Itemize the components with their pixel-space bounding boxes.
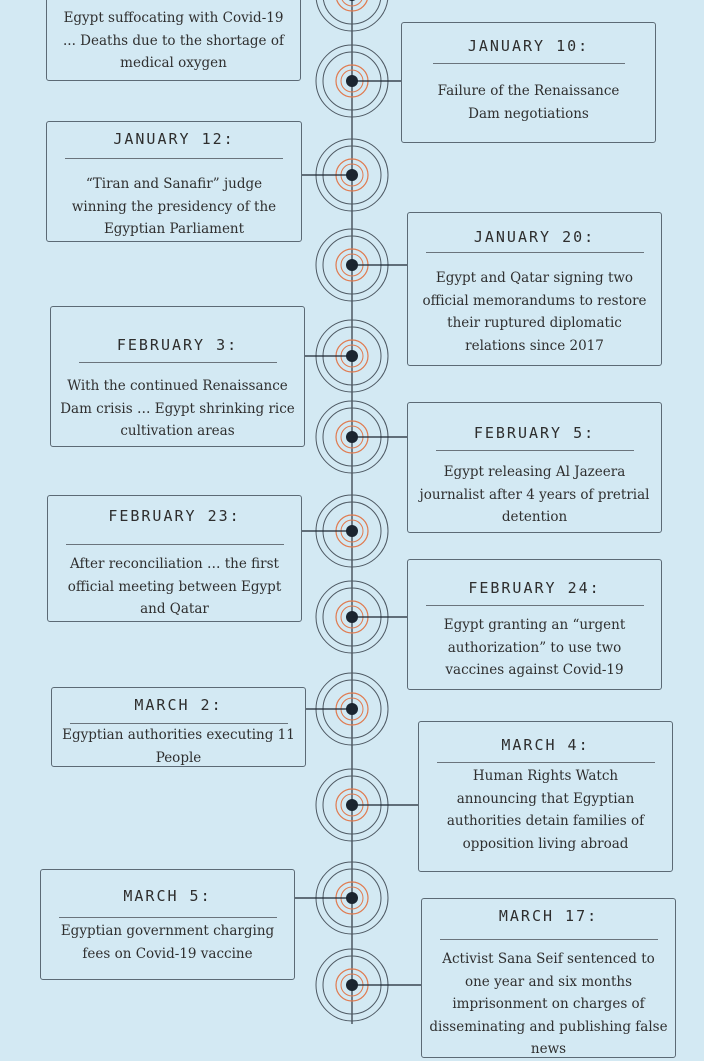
event-card-february-3 (50, 306, 305, 447)
event-body: Egypt releasing Al Jazeera journalist after 4 years of pretrial detention (419, 464, 650, 525)
event-date: JANUARY 12: (113, 130, 235, 148)
event-card-march-5 (40, 869, 295, 980)
node-dot (346, 0, 358, 1)
event-body: After reconciliation … the first official meeting between Egypt and Qatar (67, 556, 282, 617)
event-date: FEBRUARY 23: (108, 507, 241, 525)
title-divider (79, 362, 277, 363)
event-date: JANUARY 10: (467, 37, 590, 55)
event-date: MARCH 2: (134, 696, 223, 714)
event-card-january-10 (401, 22, 656, 143)
title-divider (437, 762, 655, 763)
event-body: Egypt suffocating with Covid-19 ... Deaths due to the shortage of medical oxygen (63, 10, 284, 71)
event-card-january-20 (407, 212, 662, 366)
title-divider (66, 544, 284, 545)
event-date: FEBRUARY 5: (473, 424, 596, 442)
event-body: Activist Sana Seif sentenced to one year and six months imprisonment on charges of disseminating and publishing false news (429, 951, 668, 1057)
event-date: FEBRUARY 24: (468, 579, 601, 597)
title-divider (436, 450, 634, 451)
event-body: Egyptian authorities executing 11 People (62, 727, 295, 766)
event-body: Egypt and Qatar signing two official memorandums to restore their ruptured diplomatic relations since 2017 (422, 270, 647, 354)
title-divider (65, 158, 283, 159)
event-card-march-4 (418, 721, 673, 872)
event-body: With the continued Renaissance Dam crisis … Egypt shrinking rice cultivation areas (60, 378, 295, 439)
event-date: JANUARY 20: (473, 228, 596, 246)
event-card-march-17 (421, 898, 676, 1058)
event-date: MARCH 5: (123, 887, 212, 905)
event-body: Human Rights Watch announcing that Egyptian authorities detain families of opposition living abroad (446, 768, 645, 852)
event-body: “Tiran and Sanafir” judge winning the presidency of the Egyptian Parliament (71, 176, 277, 237)
title-divider (426, 605, 644, 606)
title-divider (440, 939, 658, 940)
event-card-march-2 (51, 687, 306, 767)
event-card-february-23 (47, 495, 302, 622)
event-date: MARCH 4: (501, 736, 590, 754)
event-card-february-24 (407, 559, 662, 690)
title-divider (426, 252, 644, 253)
event-body: Egypt granting an “urgent authorization” to use two vaccines against Covid-19 (443, 617, 626, 678)
event-card-january-12 (46, 121, 302, 242)
event-card-february-5 (407, 402, 662, 533)
event-body: Egyptian government charging fees on Covid-19 vaccine (60, 923, 275, 962)
event-date: FEBRUARY 3: (116, 336, 239, 354)
event-card-suffocating-covid (46, 0, 301, 81)
title-divider (433, 63, 625, 64)
event-date: MARCH 17: (498, 907, 599, 925)
event-body: Failure of the Renaissance Dam negotiations (437, 83, 620, 122)
title-divider (59, 917, 277, 918)
